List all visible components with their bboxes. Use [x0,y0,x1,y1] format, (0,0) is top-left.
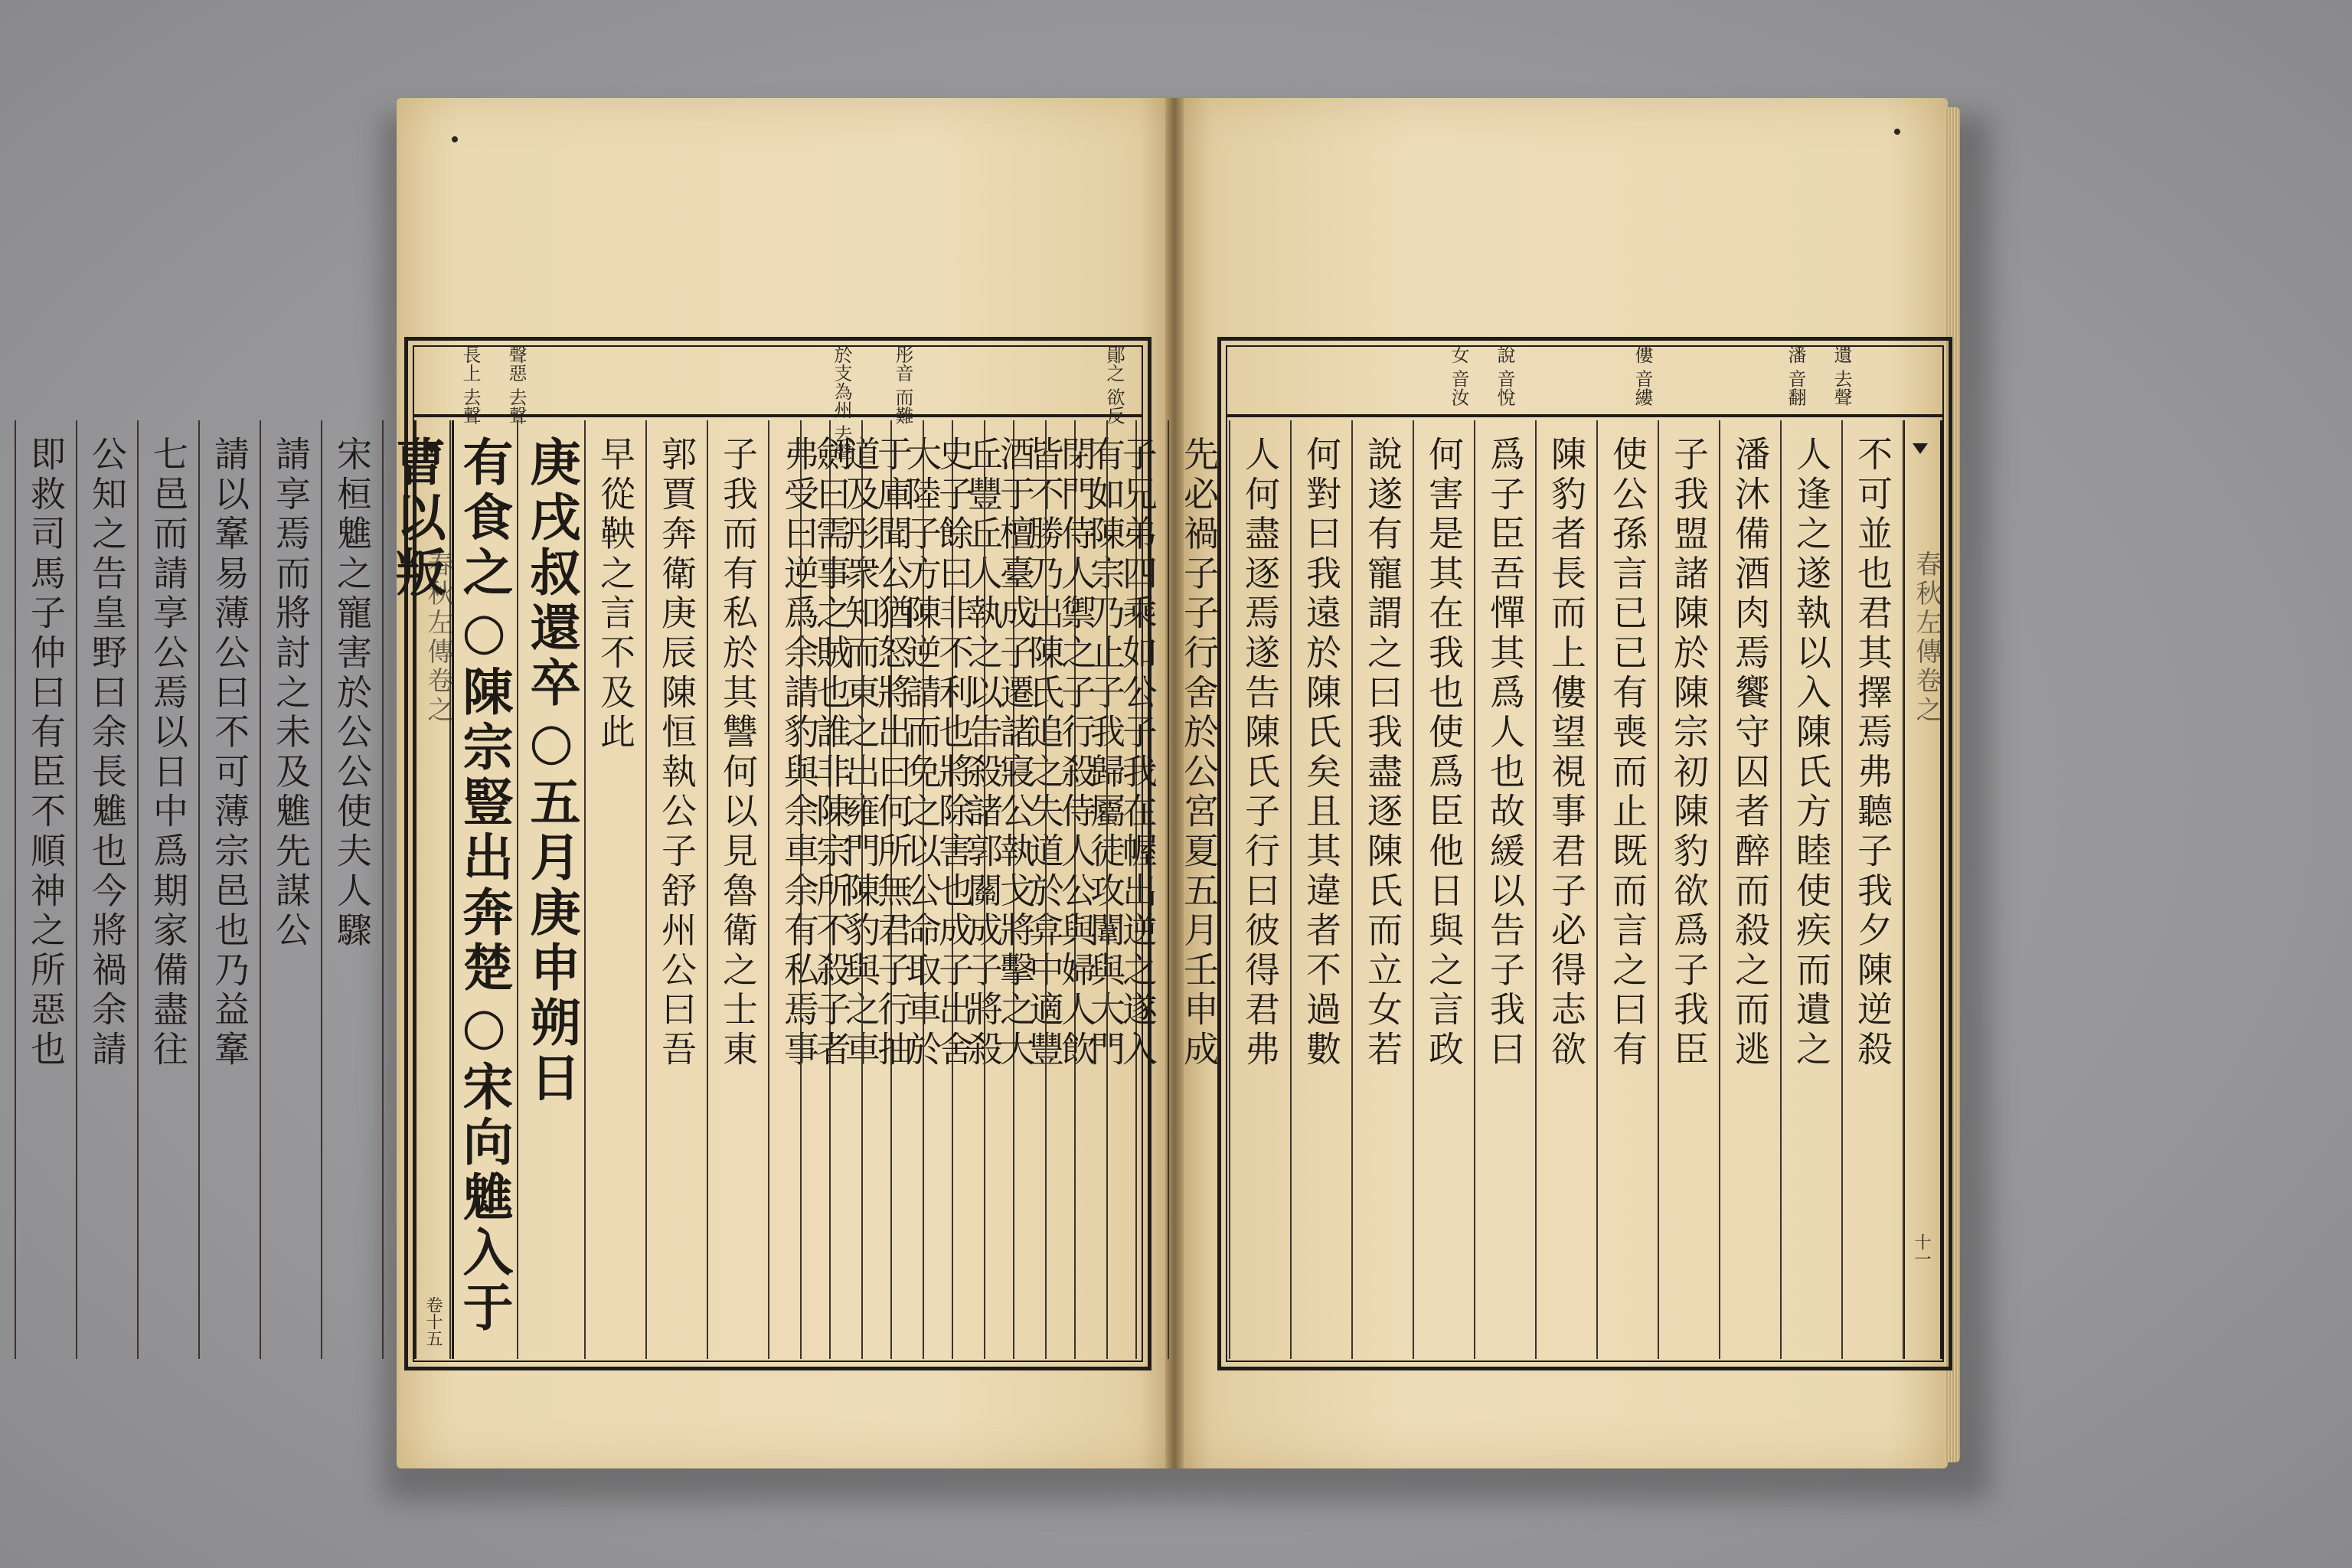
text-column [707,420,768,1359]
text-column [1719,420,1780,1359]
fish-tail-mark [1913,443,1928,454]
fold-title: 春秋左傳卷之 [1911,550,1942,725]
header-note: 說 音悅 [1494,345,1515,407]
header-note: 遺 去聲 [1831,345,1852,407]
commentary-text-line: 爲子臣吾憚其爲人也故緩以告子我曰 [1485,436,1526,1070]
commentary-text-line: 人何盡逐焉遂告陳氏子行曰彼得君弗 [1240,436,1281,1070]
fold-strip [1903,420,1942,1359]
commentary-text-line: 閉門侍人禦之子行殺侍人公與婦人飲 [1056,436,1097,1070]
header-note: 於支為州 去聲 [831,345,852,462]
text-column [1413,420,1474,1359]
text-column [321,420,382,1359]
commentary-text-line: 不可並也君其擇焉弗聽子我夕陳逆殺 [1852,436,1893,1070]
commentary-text-line: 大陸子方陳逆請而免之以公命取車於 [901,436,942,1070]
header-note: 鄖之 欲反 [1103,345,1125,425]
text-column [645,420,707,1359]
header-note: 女 音汝 [1448,345,1469,407]
fold-page-number: 十一 [1912,1233,1931,1267]
commentary-text-line: 七邑而請享公焉以日中爲期家備盡往 [148,436,189,1070]
commentary-text-line: 劍曰需事之賊也誰非陳宗所不殺子者 [811,436,852,1070]
commentary-text-line: 道及彤衆知而東之出雍門陳豹與之車 [840,436,881,1070]
commentary-text-line: 子我而有私於其讐何以見魯衛之士東 [717,436,759,1070]
text-column [517,420,584,1359]
commentary-text-line: 請享焉而將討之未及魋先謀公 [270,436,312,952]
commentary-text-line: 公知之告皇野曰余長魋也今將禍余請 [87,436,128,1070]
text-column [1535,420,1596,1359]
text-column [260,420,321,1359]
text-column [1351,420,1413,1359]
text-column [1106,420,1168,1359]
text-column [1596,420,1658,1359]
main-text-line: 曹以叛 [387,436,446,601]
commentary-text-line: 皆不勝乃出陳氏追之失道於弇中適豐 [1024,436,1065,1070]
text-column [984,420,1045,1359]
commentary-text-line: 郭賈奔衛庚辰陳恒執公子舒州公曰吾 [656,436,697,1070]
fold-page-number: 卷十五 [423,1296,443,1347]
commentary-text-line: 子兄弟四乘如公子我在幄出逆之遂入 [1117,436,1158,1070]
commentary-text-line: 酒于檀臺成子遷諸寢公執戈將擊之大 [995,436,1036,1070]
main-text-line: 庚戌叔還卒○五月庚申朔日 [521,436,581,1106]
header-note: 長上 去聲 [459,345,481,425]
text-column [584,420,645,1359]
text-column [1168,420,1229,1359]
header-note: 聲惡 去聲 [505,345,527,425]
commentary-text-line: 即救司馬子仲曰有臣不順神之所惡也 [25,436,67,1070]
commentary-text-line: 請以鞌易薄公曰不可薄宗邑也乃益鞌 [209,436,250,1070]
text-column [1474,420,1535,1359]
commentary-text-line: 史子餘曰非不利也將除害也成子出舍 [933,436,975,1070]
text-column [1045,420,1106,1359]
text-column [1841,420,1904,1359]
main-text-line: 有食之○陳宗豎出奔楚○宋向魋入于 [454,436,514,1336]
commentary-text-line: 先必禍子子行舍於公宮夏五月壬申成 [1178,436,1220,1070]
header-band [414,341,1142,462]
text-column [382,420,449,1359]
commentary-text-line: 人逢之遂執以入陳氏方睦使疾而遺之 [1791,436,1832,1070]
fold-title: 春秋左傳卷之 [423,550,453,725]
commentary-text-line: 子我盟諸陳於陳宗初陳豹欲爲子我臣 [1668,436,1710,1070]
header-note: 僂 音縷 [1632,345,1653,407]
text-column [1780,420,1841,1359]
commentary-text-line: 宋桓魋之寵害於公公使夫人驟 [332,436,373,952]
text-column [861,420,923,1359]
text-column [198,420,260,1359]
ink-dot [1894,129,1900,135]
commentary-text-line: 何對曰我遠於陳氏矣且其違者不過數 [1301,436,1342,1070]
text-column [1229,420,1290,1359]
commentary-text-line: 弗受曰逆爲余請豹與余車余有私焉事 [779,436,820,1070]
text-column [449,420,517,1359]
commentary-text-line: 說遂有寵謂之曰我盡逐陳氏而立女若 [1362,436,1403,1070]
commentary-text-line: 潘沐備酒肉焉饗守囚者醉而殺之而逃 [1730,436,1771,1070]
header-band [1227,341,1942,417]
text-column [1290,420,1351,1359]
text-column [76,420,137,1359]
header-note: 潘 音翻 [1785,345,1806,407]
text-column [15,420,76,1359]
ink-dot [452,136,458,142]
commentary-text-line: 陳豹者長而上僂望視事君子必得志欲 [1546,436,1587,1070]
text-column [1658,420,1719,1359]
commentary-text-line: 有如陳宗乃止子我歸屬徒攻闈與大門 [1085,436,1126,1070]
commentary-text-line: 于庫聞公猶怒將出曰何所無君子行抽 [872,436,913,1070]
commentary-text-line: 何害是其在我也使爲臣他日與之言政 [1423,436,1465,1070]
commentary-text-line: 使公孫言已已有喪而止既而言之曰有 [1607,436,1648,1070]
text-column [923,420,984,1359]
header-note: 彤音 而難 [892,345,913,425]
text-column [137,420,198,1359]
commentary-text-line: 早從鞅之言不及此 [595,436,636,753]
commentary-text-line: 丘豐丘人執之以告殺諸郭關成子將殺 [962,436,1004,1070]
text-column [800,420,861,1359]
